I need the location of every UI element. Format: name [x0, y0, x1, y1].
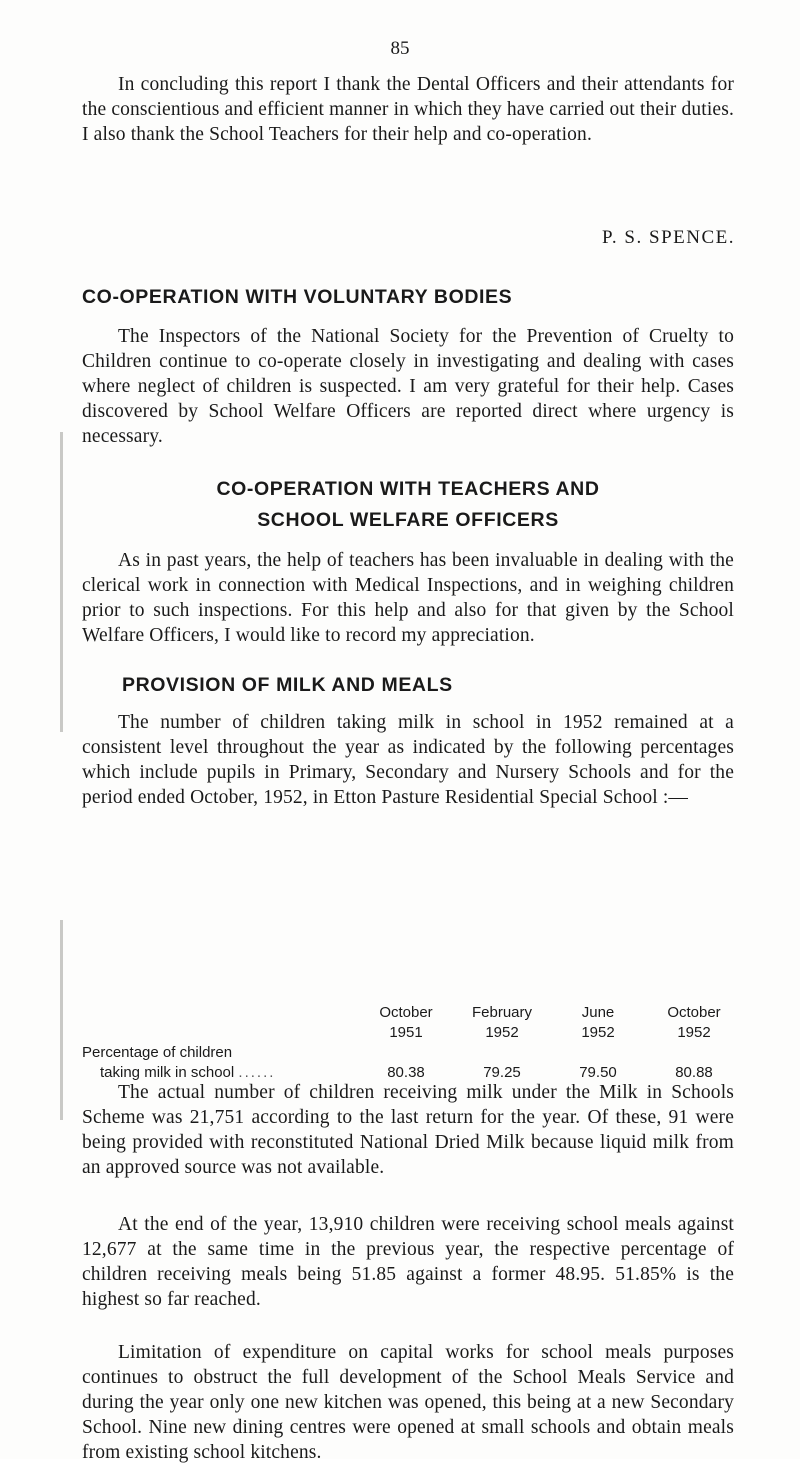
milk-paragraph-2: The actual number of children receiving milk under the Milk in Schools Scheme was 21,751 according to the last return for the year. Of these, 91 were being provided with reconstituted National Dried Milk because liquid milk from an approved source was not available.: [82, 1082, 734, 1178]
voluntary-bodies-paragraph: The Inspectors of the National Society for the Prevention of Cruelty to Children continue to co-operate closely in investigating and dealing with cases where neglect of children is suspected. I am very grateful for their help. Cases discovered by School Welfare Officers are reported direct where urgency is necessary.: [82, 326, 734, 447]
scan-edge-mark: [60, 920, 63, 1120]
signature: P. S. SPENCE.: [601, 227, 735, 248]
row-label-line1: Percentage of children: [82, 1044, 233, 1061]
table-cell-value: 80.88: [675, 1064, 713, 1081]
meals-paragraph-4: Limitation of expenditure on capital works for school meals purposes continues to obstruct the full development of the School Meals Service and during the year only one new kitchen was opened, this being at a new Secondary School. Nine new dining centres were opened at small schools and obtain meals from existing school kitchens.: [82, 1342, 734, 1463]
column-month: February: [471, 1004, 533, 1021]
page-number: 85: [390, 38, 410, 59]
table-cell-value: 79.25: [483, 1064, 521, 1081]
column-year: 1952: [581, 1024, 615, 1041]
heading-milk-meals: PROVISION OF MILK AND MEALS: [122, 674, 453, 696]
column-month: October: [379, 1004, 433, 1021]
table-column-header: [454, 1003, 550, 1043]
table-cell-value: 80.38: [387, 1064, 425, 1081]
column-year: 1952: [677, 1024, 711, 1041]
column-month: June: [581, 1004, 615, 1021]
milk-percentage-table: [82, 1003, 742, 1083]
table-row-label: [82, 1043, 358, 1083]
table-header-blank: [82, 1003, 358, 1043]
table-column-header: [550, 1003, 646, 1043]
column-year: 1951: [389, 1024, 423, 1041]
table-column-header: [358, 1003, 454, 1043]
scan-edge-mark: [60, 432, 63, 732]
milk-paragraph-1: The number of children taking milk in school in 1952 remained at a consistent level throughout the year as indicated by the following percentages which include pupils in Primary, Secondary and Nursery Schools and for the period ended October, 1952, in Etton Pasture Residential Special School :—: [82, 712, 734, 808]
heading-teachers-line2: SCHOOL WELFARE OFFICERS: [257, 509, 559, 531]
heading-voluntary-bodies: CO-OPERATION WITH VOLUNTARY BODIES: [82, 286, 513, 308]
table-cell-value: 79.50: [579, 1064, 617, 1081]
table-header-row: [82, 1003, 742, 1043]
dot-leader: ......: [238, 1064, 276, 1081]
closing-paragraph: In concluding this report I thank the Dental Officers and their attendants for the conscientious and efficient manner in which they have carried out their duties. I also thank the School Teachers for their help and co-operation.: [82, 74, 734, 145]
row-label-text: taking milk in school: [100, 1064, 235, 1081]
meals-paragraph-3: At the end of the year, 13,910 children were receiving school meals against 12,677 at the same time in the previous year, the respective percentage of children receiving meals being 51.85 against a former 48.95. 51.85% is the highest so far reached.: [82, 1214, 734, 1310]
table-row: [82, 1043, 742, 1083]
table-column-header: [646, 1003, 742, 1043]
column-month: October: [667, 1004, 721, 1021]
teachers-paragraph: As in past years, the help of teachers has been invaluable in dealing with the clerical work in connection with Medical Inspections, and in weighing children prior to such inspections. For this help and also for that given by the School Welfare Officers, I would like to record my appreciation.: [82, 550, 734, 646]
heading-teachers-line1: CO-OPERATION WITH TEACHERS AND: [216, 478, 600, 500]
column-year: 1952: [485, 1024, 519, 1041]
